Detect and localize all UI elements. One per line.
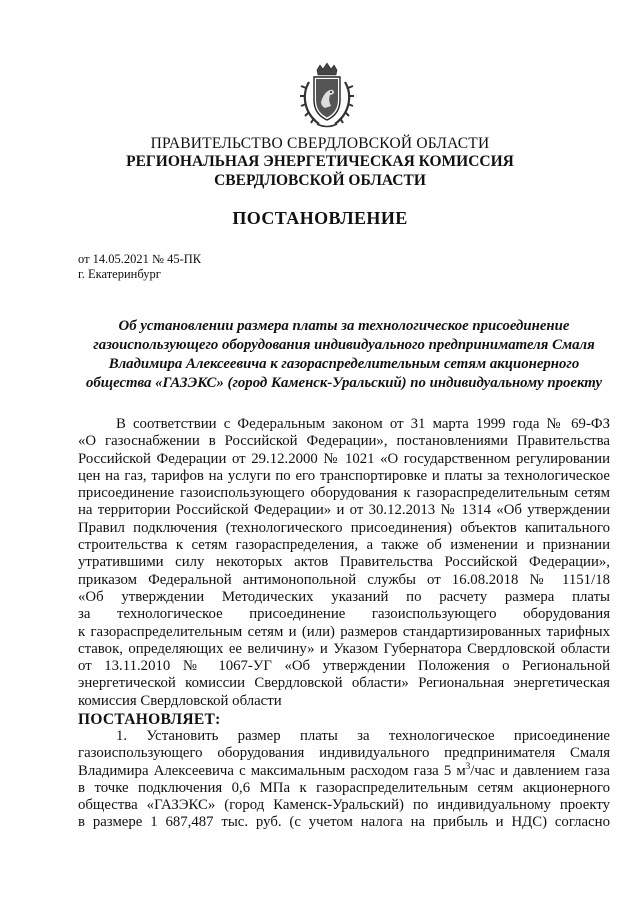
paragraph-line: энергетической комиссии Свердловской области» Региональная энергетическая xyxy=(78,675,610,692)
government-name: ПРАВИТЕЛЬСТВО СВЕРДЛОВСКОЙ ОБЛАСТИ xyxy=(150,135,490,152)
subject-line: газоиспользующего оборудования индивидуального предпринимателя Смаля xyxy=(93,337,595,353)
subject-line: Владимира Алексеевича к газораспределительным сетям акционерного xyxy=(108,356,580,372)
subject-line: общества «ГАЗЭКС» (город Каменск-Уральский) по индивидуальному проекту xyxy=(85,375,603,391)
paragraph-line: ставок, определяющих ее величину» и Указом Губернатора Свердловской области xyxy=(78,640,610,657)
paragraph-line: присоединение газоиспользующего оборудования к газораспределительным сетям xyxy=(78,485,610,502)
paragraph-line: комиссия Свердловской области xyxy=(78,692,282,709)
paragraph-line: Правил подключения (технологического присоединения) объектов капитального xyxy=(78,519,610,536)
paragraph-line: на территории Российской Федерации» и от 30.12.2013 № 1314 «Об утверждении xyxy=(78,502,610,519)
commission-name: РЕГИОНАЛЬНАЯ ЭНЕРГЕТИЧЕСКАЯ КОМИССИЯ xyxy=(126,153,514,170)
document-type-title: ПОСТАНОВЛЕНИЕ xyxy=(232,208,408,228)
preamble-paragraph xyxy=(78,416,610,710)
commission-region: СВЕРДЛОВСКОЙ ОБЛАСТИ xyxy=(214,172,426,189)
paragraph-line: приказом Федеральной антимонопольной службы от 16.08.2018 № 1151/18 xyxy=(78,571,610,588)
paragraph-line: к газораспределительным сетям и (или) размеров стандартизированных тарифных xyxy=(78,623,610,640)
cubic-superscript: 3 xyxy=(465,760,471,771)
paragraph-line: Российской Федерации от 29.12.2000 № 1021 «О государственном регулировании xyxy=(78,450,610,467)
document-date-number: от 14.05.2021 № 45-ПК xyxy=(78,252,202,266)
paragraph-line: от 13.11.2010 № 1067-УГ «Об утверждении Положения о Региональной xyxy=(78,658,610,675)
document-city: г. Екатеринбург xyxy=(78,267,161,281)
clause-1-paragraph xyxy=(78,728,610,832)
line-text: /час и давлением газа xyxy=(470,762,610,779)
document-subject xyxy=(78,317,610,393)
subject-line: Об установлении размера платы за технологическое присоединение xyxy=(118,318,570,334)
paragraph-line: за технологическое присоединение газоиспользующего оборудования xyxy=(78,606,610,623)
resolves-heading: ПОСТАНОВЛЯЕТ: xyxy=(78,711,221,728)
paragraph-line: утратившими силу некоторых актов Правительства Российской Федерации», xyxy=(78,554,610,571)
paragraph-line: цен на газ, тарифов на услуги по его транспортировке и платы за технологическое xyxy=(78,467,610,484)
paragraph-line: В соответствии с Федеральным законом от 31 марта 1999 года № 69-ФЗ xyxy=(116,416,610,432)
paragraph-line: строительства к сетям газораспределения, а также об изменении и признании xyxy=(78,537,610,554)
paragraph-line: 1. Установить размер платы за технологическое присоединение xyxy=(116,728,610,744)
paragraph-line: в точке подключения 0,6 МПа к газораспределительным сетям акционерного xyxy=(78,779,610,796)
coat-of-arms-emblem xyxy=(297,62,357,130)
line-text: Владимира Алексеевича с максимальным расходом газа 5 м xyxy=(78,762,466,779)
paragraph-line: общества «ГАЗЭКС» (город Каменск-Уральский) по индивидуальному проекту xyxy=(78,797,610,814)
paragraph-line: «О газоснабжении в Российской Федерации», постановлениями Правительства xyxy=(78,433,610,450)
paragraph-line xyxy=(78,760,610,780)
paragraph-line: в размере 1 687,487 тыс. руб. (с учетом налога на прибыль и НДС) согласно xyxy=(78,814,610,831)
paragraph-line: «Об утверждении Методических указаний по расчету размера платы xyxy=(78,588,610,605)
paragraph-line: газоиспользующего оборудования индивидуального предпринимателя Смаля xyxy=(78,745,610,762)
